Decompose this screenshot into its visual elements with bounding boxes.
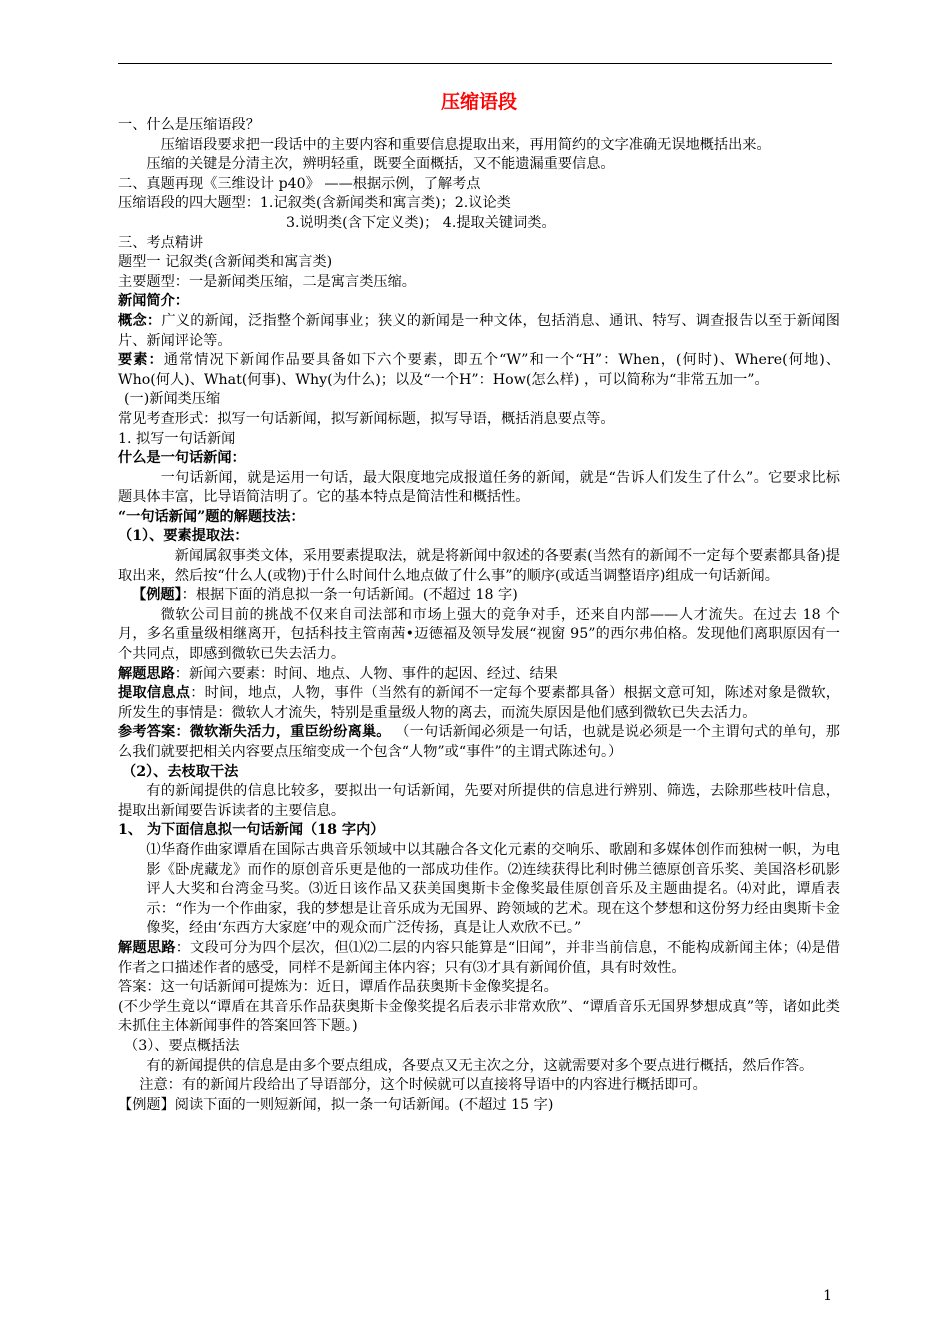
- paragraph: 有的新闻提供的信息比较多，要拟出一句话新闻，先要对所提供的信息进行辨别、筛选，去除那些枝叶信息，提取出新闻要告诉读者的主要信息。: [118, 783, 840, 819]
- paragraph: [118, 351, 840, 390]
- bold-heading: （2）、去枝取干法: [122, 763, 239, 780]
- example-text: ：根据下面的消息拟一条一句话新闻。(不超过 18 字): [181, 587, 518, 604]
- page-title: 压缩语段: [440, 91, 517, 113]
- bold-heading: “一句话新闻”题的解题技法：: [118, 508, 305, 525]
- term-label: 概念：: [118, 312, 162, 329]
- paragraph: 新闻属叙事类文体，采用要素提取法，就是将新闻中叙述的各要素(当然有的新闻不一定每个要素都具备)提取出来，然后按“什么人(或物)于什么时间什么地点做了什么事”的顺序(或适当调整语序)组成一句话新闻。: [118, 548, 840, 584]
- paragraph: 压缩语段要求把一段话中的主要内容和重要信息提取出来，再用简约的文字准确无误地概括出来。: [160, 136, 771, 153]
- paragraph: [118, 684, 840, 723]
- header-rule: [118, 63, 832, 64]
- paragraph: 主要题型：一是新闻类压缩，二是寓言类压缩。: [118, 273, 416, 290]
- section-heading: 三、考点精讲: [118, 234, 204, 251]
- paragraph: [118, 312, 840, 351]
- bold-heading: 什么是一句话新闻：: [118, 450, 246, 467]
- paragraph: 一句话新闻，就是运用一句话，最大限度地完成报道任务的新闻，就是“告诉人们发生了什么”。它要求比标题具体丰富，比导语简洁明了。它的基本特点是简洁性和概括性。: [118, 469, 840, 506]
- paragraph: 常见考查形式：拟写一句话新闻，拟写新闻标题，拟写导语，概括消息要点等。: [118, 410, 615, 427]
- answer-note: （一句话新闻必须是一句话，也就是说必须是一个主谓句式的单句，那么我们就要把相关内容要点压缩变成一个包含“人物”或“事件”的主谓式陈述句。）: [118, 724, 840, 760]
- paragraph: 有的新闻提供的信息是由多个要点组成，各要点又无主次之分，这就需要对多个要点进行概括，然后作答。: [146, 1057, 814, 1074]
- subheading: （3）、要点概括法: [124, 1037, 240, 1054]
- section-heading: 一、什么是压缩语段？: [118, 117, 260, 133]
- paragraph: (不少学生竟以“谭盾在其音乐作品获奥斯卡金像奖提名后表示非常欢欣”、“谭盾音乐无国界梦想成真”等，诸如此类未抓住主体新闻事件的答案回答下题。): [118, 998, 840, 1035]
- paragraph: 压缩语段的四大题型：1.记叙类(含新闻类和寓言类)；2.议论类: [118, 195, 511, 212]
- paragraph: ⑴华裔作曲家谭盾在国际古典音乐领域中以其融合各文化元素的交响乐、歌剧和多媒体创作而独树一帜，为电影《卧虎藏龙》而作的原创音乐更是他的一部成功佳作。⑵连续获得比利时佛兰德原创音乐奖、美国洛杉矶影评人大奖和台湾金马奖。⑶近日该作品又获美国奥斯卡金像奖最佳原创音乐及主题曲提名。⑷对此，谭盾表示：“作为一个作曲家，我的梦想是让音乐成为无国界、跨领域的艺术。现在这个梦想和这份努力经由奥斯卡金像奖，经由‘东西方大家庭’中的观众而广泛传扬，真是让人欢欣不已。”: [146, 841, 840, 937]
- paragraph: 压缩的关键是分清主次，辨明轻重，既要全面概括，又不能遗漏重要信息。: [146, 156, 615, 173]
- paragraph: 【例题】阅读下面的一则短新闻，拟一条一句话新闻。(不超过 15 字): [118, 1096, 554, 1113]
- paragraph: 3.说明类(含下定义类)； 4.提取关键词类。: [286, 214, 556, 231]
- term-label: 解题思路: [118, 665, 175, 682]
- subheading: 题型一 记叙类(含新闻类和寓言类): [118, 254, 333, 271]
- document-body: [118, 90, 840, 1115]
- term-text: ：时间，地点，人物，事件（当然有的新闻不一定每个要素都具备）根据文意可知，陈述对象是微软，所发生的事情是：微软人才流失，特别是重量级人物的离去，而流失原因是他们感到微软已失去活力。: [118, 685, 840, 721]
- term-text: ：文段可分为四个层次，但⑴⑵二层的内容只能算是“旧闻”，并非当前信息，不能构成新闻主体；⑷是借作者之口描述作者的感受，同样不是新闻主体内容；只有⑶才具有新闻价值，具有时效性。: [118, 939, 840, 976]
- bold-heading: （1）、要素提取法：: [118, 528, 249, 545]
- paragraph: [118, 586, 840, 606]
- page-number: 1: [823, 1288, 832, 1304]
- paragraph: [118, 723, 840, 762]
- section-heading: 二、真题再现《三维设计 p40》 ——根据示例，了解考点: [118, 175, 481, 192]
- paragraph: [118, 665, 840, 685]
- subheading: 1. 拟写一句话新闻: [118, 430, 236, 447]
- term-text: 广义的新闻，泛指整个新闻事业；狭义的新闻是一种文体，包括消息、通讯、特写、调查报告以至于新闻图片、新闻评论等。: [118, 312, 840, 349]
- paragraph: 注意：有的新闻片段给出了导语部分，这个时候就可以直接将导语中的内容进行概括即可。: [139, 1077, 707, 1094]
- term-label: 提取信息点: [118, 685, 191, 702]
- answer-label: 参考答案：微软渐失活力，重臣纷纷离巢。: [118, 724, 391, 741]
- example-label: 【例题】: [132, 587, 182, 604]
- paragraph: [118, 939, 840, 978]
- paragraph: 微软公司目前的挑战不仅来自司法部和市场上强大的竞争对手，还来自内部——人才流失。在过去 18 个月，多名重量级相继离开，包括科技主管南茜•迈德福及领导发展“视窗 95”的西尔弗伯格。发现他们离职原因有一个共同点，即感到微软已失去活力。: [118, 606, 840, 663]
- bold-heading: 新闻简介：: [118, 293, 189, 310]
- paragraph: 答案：这一句话新闻可提炼为：近日，谭盾作品获奥斯卡金像奖提名。: [118, 979, 558, 996]
- term-text: ：新闻六要素：时间、地点、人物、事件的起因、经过、结果: [174, 665, 558, 682]
- term-label: 解题思路: [118, 939, 176, 956]
- term-text: 通常情况下新闻作品要具备如下六个要素，即五个“W”和一个“H”：When，(何时)、Where(何地)、Who(何人)、What(何事)、Why(为什么)；以及“一个H”：How(怎么样) ，可以简称为“非常五加一”。: [118, 352, 840, 388]
- term-label: 要素：: [118, 352, 164, 369]
- bold-heading: 1、 为下面信息拟一句话新闻（18 字内）: [118, 822, 385, 839]
- subheading: (一)新闻类压缩: [124, 391, 221, 408]
